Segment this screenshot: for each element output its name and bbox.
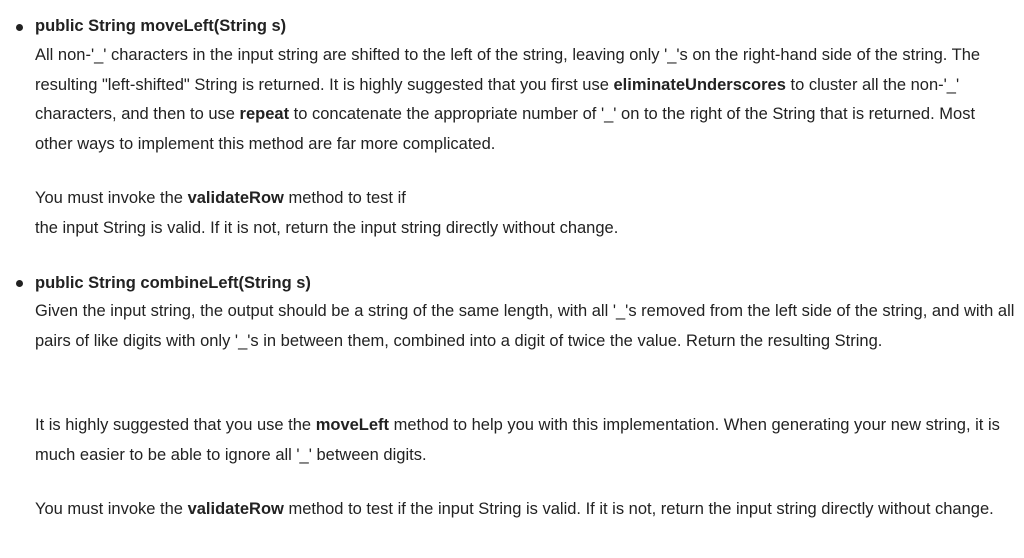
bullet-icon bbox=[16, 24, 23, 31]
method-signature: public String combineLeft(String s) bbox=[35, 274, 311, 292]
bullet-icon bbox=[16, 280, 23, 287]
method-description bbox=[35, 41, 1015, 159]
code-term: validateRow bbox=[187, 189, 284, 207]
code-term: eliminateUnderscores bbox=[613, 75, 786, 94]
code-term: moveLeft bbox=[315, 416, 390, 434]
text-run: method to help you with this implementation. When generating your new string, it is much easier to be able to ignore all '_' between digits. bbox=[35, 416, 1000, 464]
usage-suggestion bbox=[35, 411, 1015, 470]
text-run: to concatenate the appropriate number of '_' on to the right of the String that is returned. Most other ways to implement this method are far more complicated. bbox=[35, 105, 976, 153]
text-run: It is highly suggested that you use the bbox=[35, 416, 316, 434]
text-run: method to test if the input String is valid. If it is not, return the input string directly without change. bbox=[283, 500, 994, 518]
text-run: You must invoke the bbox=[35, 189, 188, 207]
validation-note bbox=[35, 495, 1015, 525]
text-run: the input String is valid. If it is not, return the input string directly without change. bbox=[35, 218, 619, 237]
text-run: method to test if bbox=[283, 189, 406, 207]
text-run: You must invoke the bbox=[35, 500, 188, 518]
text-run: to cluster all the non-'_' characters, and then to use bbox=[35, 75, 960, 123]
code-term: validateRow bbox=[187, 500, 284, 518]
method-description: Given the input string, the output should be a string of the same length, with all '_'s removed from the left side of the string, and with all pairs of like digits with only '_'s in between them, combined into a digit of twice the value. Return the resulting String. bbox=[35, 302, 1015, 350]
code-term: repeat bbox=[239, 105, 290, 123]
text-run: All non-'_' characters in the input string are shifted to the left of the string, leaving only '_'s on the right-hand side of the string. The resulting "left-shifted" String is returned. It is highly suggested that you first use bbox=[35, 46, 981, 94]
validation-note bbox=[35, 184, 1015, 243]
method-signature: public String moveLeft(String s) bbox=[35, 17, 287, 35]
